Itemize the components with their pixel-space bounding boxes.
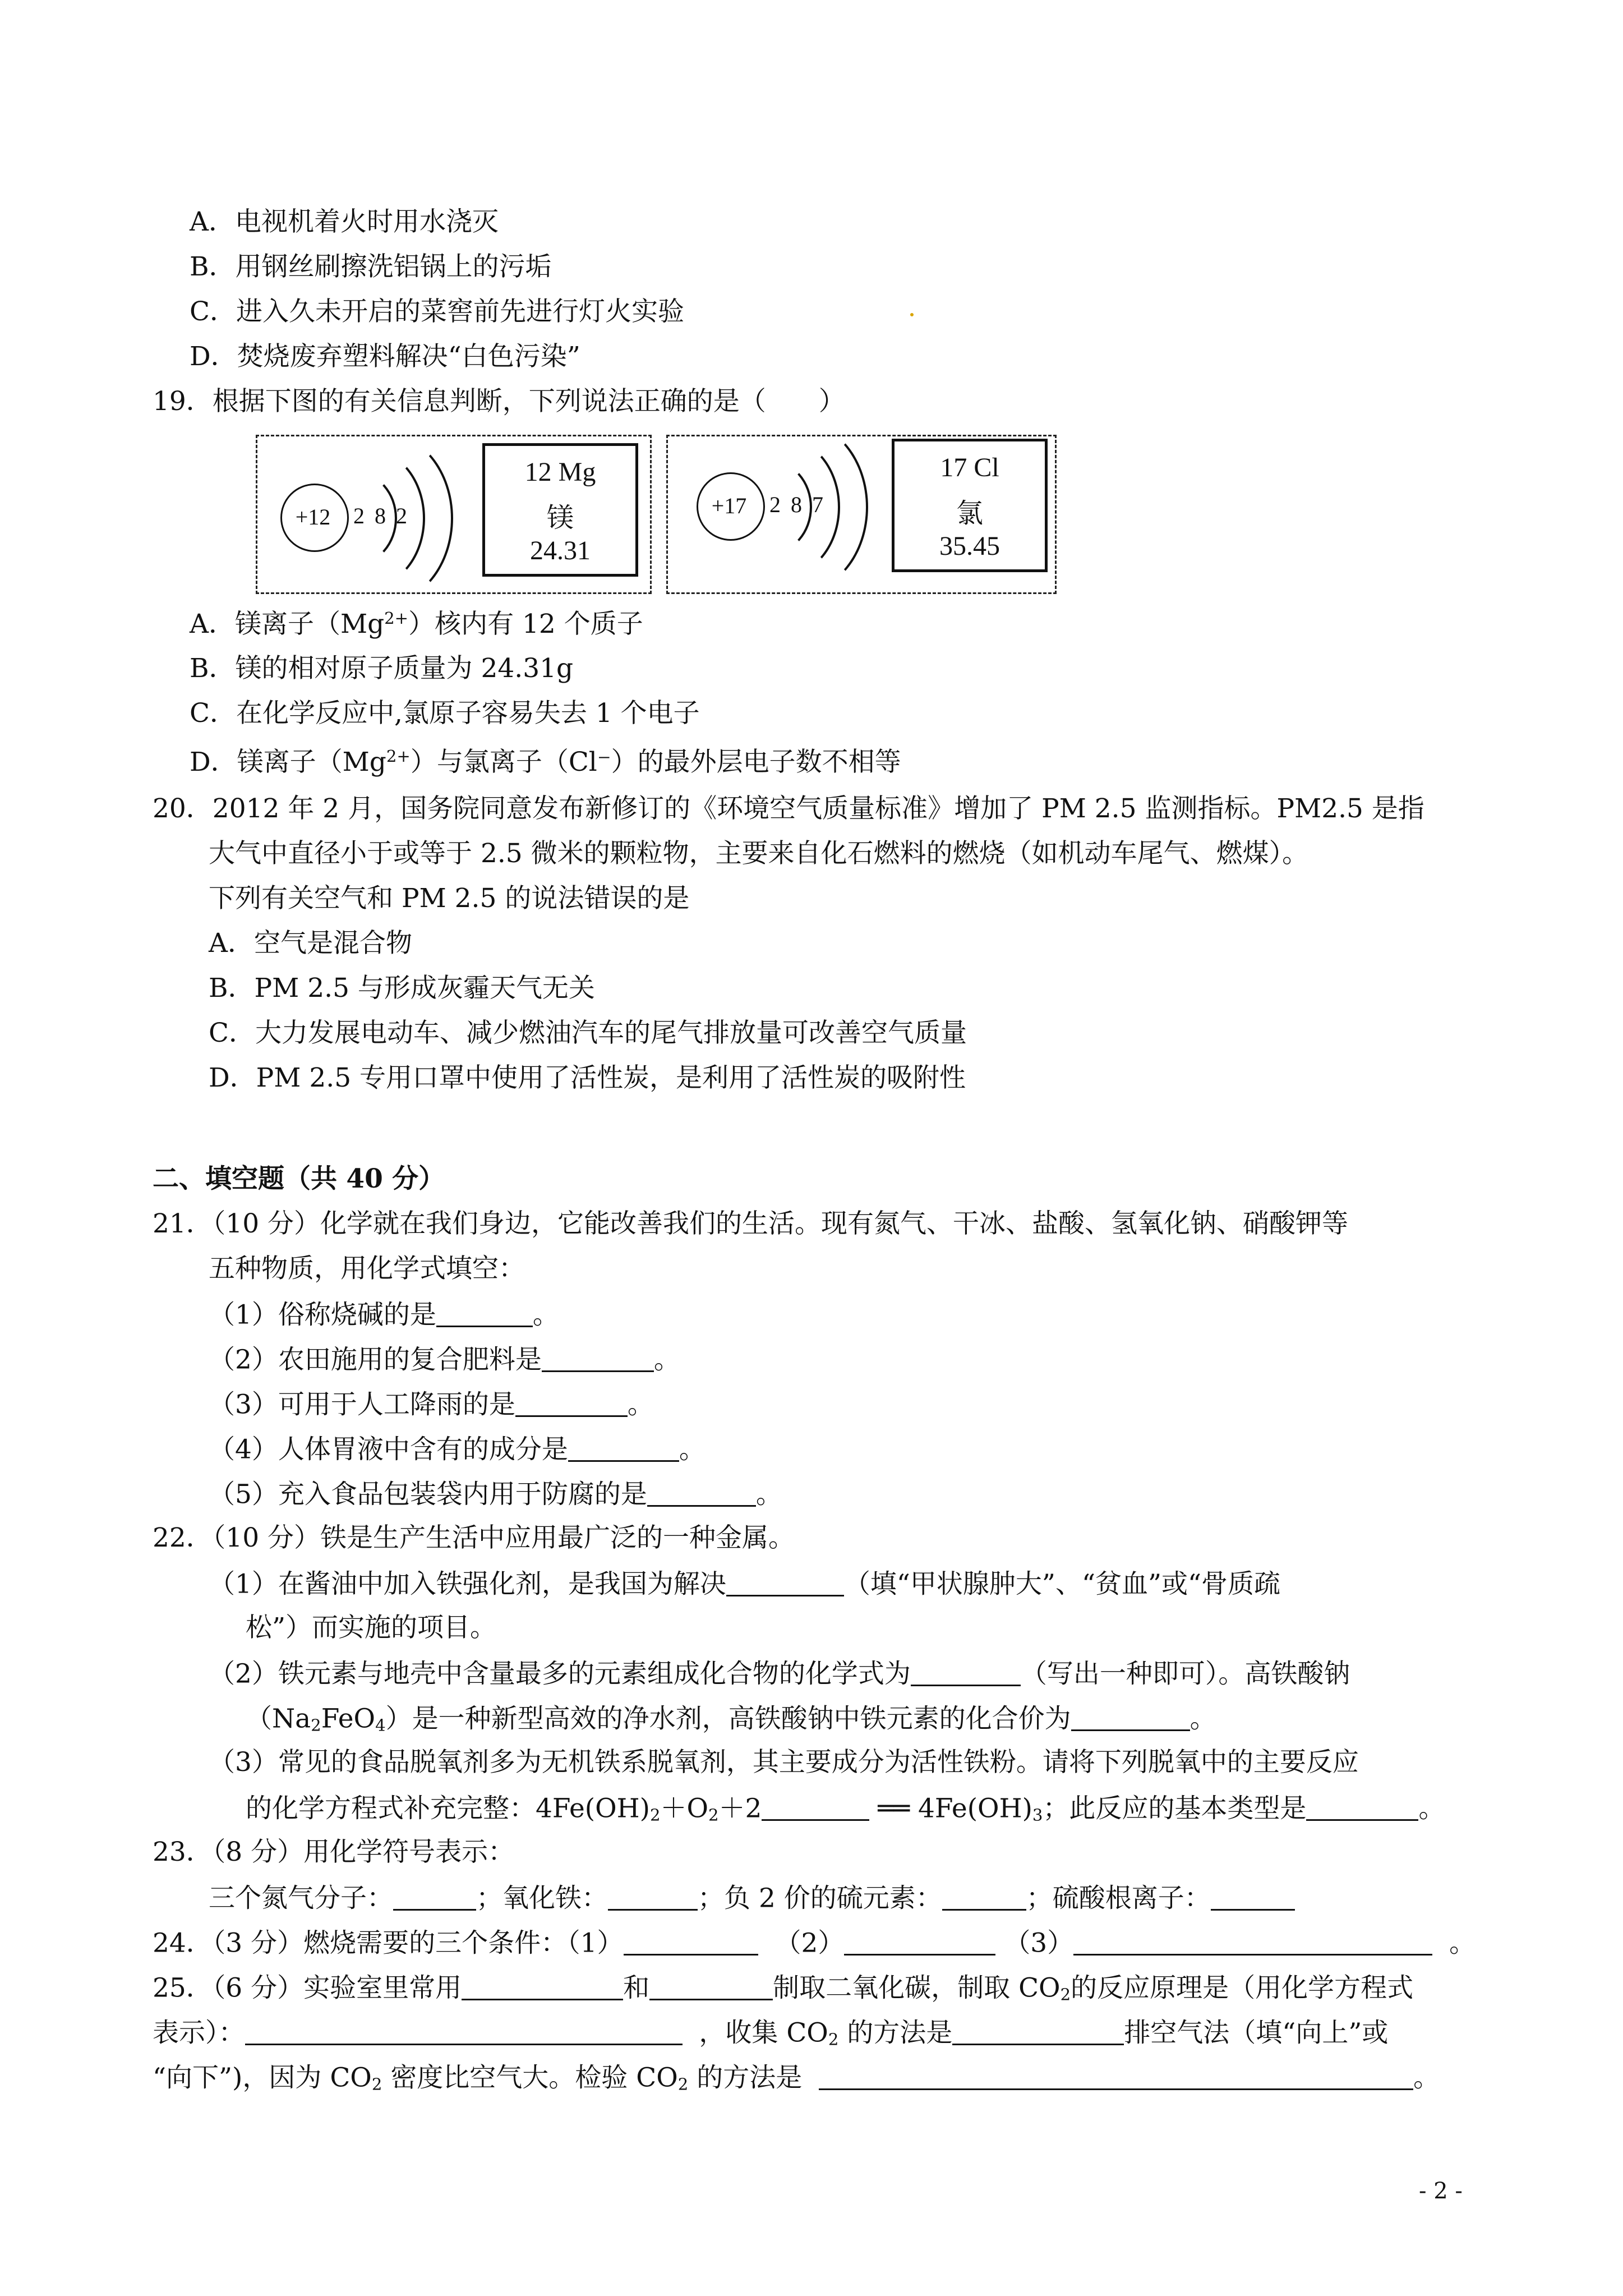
mg-nucleus-charge: +12: [295, 504, 331, 530]
answer-blank[interactable]: [647, 1480, 756, 1507]
answer-blank[interactable]: [245, 2018, 683, 2045]
answer-blank[interactable]: [844, 1929, 995, 1955]
q19-option-b: B．镁的相对原子质量为 24.31g: [190, 653, 574, 684]
q20-line-3: 下列有关空气和 PM 2.5 的说法错误的是: [209, 883, 690, 914]
answer-blank[interactable]: [462, 1973, 623, 2000]
answer-blank[interactable]: [726, 1570, 844, 1596]
q21-item-2: （2）农田施用的复合肥料是 。: [209, 1344, 680, 1375]
mg-element-name: 镁: [546, 502, 574, 533]
q24-line: 24．（3 分）燃烧需要的三个条件：（1） （2） （3） 。: [153, 1927, 1476, 1959]
q21-item-4: （4）人体胃液中含有的成分是 。: [209, 1434, 706, 1465]
q21-line-1: 21．（10 分）化学就在我们身边，它能改善我们的生活。现有氮气、干冰、盐酸、氢氧化钠、硝酸钾等: [153, 1208, 1349, 1239]
q23-line-2: 三个氮气分子： ；氧化铁： ；负 2 价的硫元素： ；硫酸根离子：: [209, 1884, 1295, 1912]
scan-speck: [910, 313, 914, 316]
answer-blank[interactable]: [1073, 1929, 1432, 1955]
q25-line-3: “向下”)，因为 $CO_2$ 密度比空气大。检验 $CO_2$ 的方法是 。: [153, 2062, 1440, 2094]
answer-blank[interactable]: [911, 1659, 1021, 1686]
answer-blank[interactable]: [649, 1973, 773, 2000]
q18-option-a: A．电视机着火时用水浇灭: [190, 206, 499, 237]
q19-option-d: D．镁离子$(Mg^{2+})$与氯离子（Cl⁻）的最外层电子数不相等: [190, 747, 901, 778]
answer-blank[interactable]: [624, 1929, 758, 1955]
q21-item-3: （3）可用于人工降雨的是 。: [209, 1389, 654, 1420]
answer-blank[interactable]: [819, 2063, 1413, 2090]
section-title: 二、填空题（共 40 分）: [153, 1163, 445, 1194]
q22-part-1-line-2: 松”）而实施的项目。: [246, 1612, 497, 1643]
q20-line-2: 大气中直径小于或等于 2.5 微米的颗粒物，主要来自化石燃料的燃烧（如机动车尾气、燃煤）。: [209, 838, 1309, 869]
mg-atomic-mass: 24.31: [530, 536, 591, 565]
cl-atomic-mass: 35.45: [939, 531, 1000, 561]
cl-number-symbol: 17 Cl: [940, 453, 999, 482]
q20-option-b: B．PM 2.5 与形成灰霾天气无关: [209, 973, 595, 1004]
cl-element-name: 氯: [956, 498, 983, 529]
answer-blank[interactable]: [942, 1884, 1026, 1911]
answer-blank[interactable]: [542, 1345, 654, 1372]
q20-option-c: C．大力发展电动车、减少燃油汽车的尾气排放量可改善空气质量: [209, 1018, 967, 1048]
q19-option-c: C．在化学反应中,氯原子容易失去 1 个电子: [190, 698, 700, 729]
cl-nucleus-charge: +17: [711, 493, 747, 518]
answer-blank[interactable]: [515, 1390, 628, 1417]
cl-electron-shells: 2 8 7: [769, 492, 826, 517]
answer-blank[interactable]: [762, 1794, 869, 1821]
q22-part-2-line-2: $(Na_2FeO_4)$是一种新型高效的净水剂，高铁酸钠中铁元素的化合价为 。: [246, 1703, 1216, 1735]
q22-part-1-line-1: （1）在酱油中加入铁强化剂，是我国为解决 （填“甲状腺肿大”、“贫血”或“骨质疏: [209, 1568, 1281, 1600]
q20-option-a: A．空气是混合物: [209, 928, 412, 959]
q20-option-d: D．PM 2.5 专用口罩中使用了活性炭，是利用了活性炭的吸附性: [209, 1062, 966, 1093]
q18-option-c: C．进入久未开启的菜窖前先进行灯火实验: [190, 296, 684, 327]
answer-blank[interactable]: [568, 1435, 679, 1462]
answer-blank[interactable]: [1306, 1794, 1418, 1821]
answer-blank[interactable]: [1071, 1704, 1190, 1731]
answer-blank[interactable]: [393, 1884, 476, 1911]
answer-blank[interactable]: [608, 1884, 698, 1911]
q22-part-2-line-1: （2）铁元素与地壳中含量最多的元素组成化合物的化学式为 （写出一种即可）。高铁酸钠: [209, 1658, 1350, 1690]
q22-part-3-line-2: 的化学方程式补充完整：$4Fe(OH)_2+O_2+2$ ══ $4Fe(OH)_3$；此反应的基本类型是 。: [246, 1793, 1445, 1825]
q18-option-d: D．焚烧废弃塑料解决“白色污染”: [190, 341, 580, 372]
answer-blank[interactable]: [952, 2018, 1124, 2045]
q18-option-b: B．用钢丝刷擦洗铝锅上的污垢: [190, 251, 552, 282]
q22-part-3-line-1: （3）常见的食品脱氧剂多为无机铁系脱氧剂，其主要成分为活性铁粉。请将下列脱氧中的主要反应: [209, 1747, 1359, 1778]
q19-option-a: A．镁离子$(Mg^{2+})$核内有 12 个质子: [190, 609, 643, 640]
q20-line-1: 20．2012 年 2 月，国务院同意发布新修订的《环境空气质量标准》增加了 PM 2.5 监测指标。PM2.5 是指: [153, 793, 1424, 824]
answer-blank[interactable]: [436, 1300, 533, 1327]
q21-item-5: （5）充入食品包装袋内用于防腐的是 。: [209, 1479, 782, 1510]
q21-line-2: 五种物质，用化学式填空：: [209, 1253, 525, 1284]
mg-number-symbol: 12 Mg: [524, 457, 596, 487]
q19-stem: 19．根据下图的有关信息判断，下列说法正确的是（ ）: [153, 386, 845, 417]
answer-blank[interactable]: [1211, 1884, 1295, 1911]
q23-line-1: 23．（8 分）用化学符号表示：: [153, 1837, 515, 1867]
q21-item-1: （1）俗称烧碱的是 。: [209, 1299, 559, 1331]
q25-line-1: 25．（6 分）实验室里常用 和 制取二氧化碳，制取 $CO_2$的反应原理是（用化学方程式: [153, 1972, 1414, 2004]
mg-electron-shells: 2 8 2: [353, 503, 409, 528]
page-number: - 2 -: [1419, 2178, 1463, 2204]
q22-line-1: 22．（10 分）铁是生产生活中应用最广泛的一种金属。: [153, 1522, 795, 1553]
q25-line-2: 表示）： ，收集 $CO_2$ 的方法是 排空气法（填“向上”或: [153, 2017, 1389, 2049]
